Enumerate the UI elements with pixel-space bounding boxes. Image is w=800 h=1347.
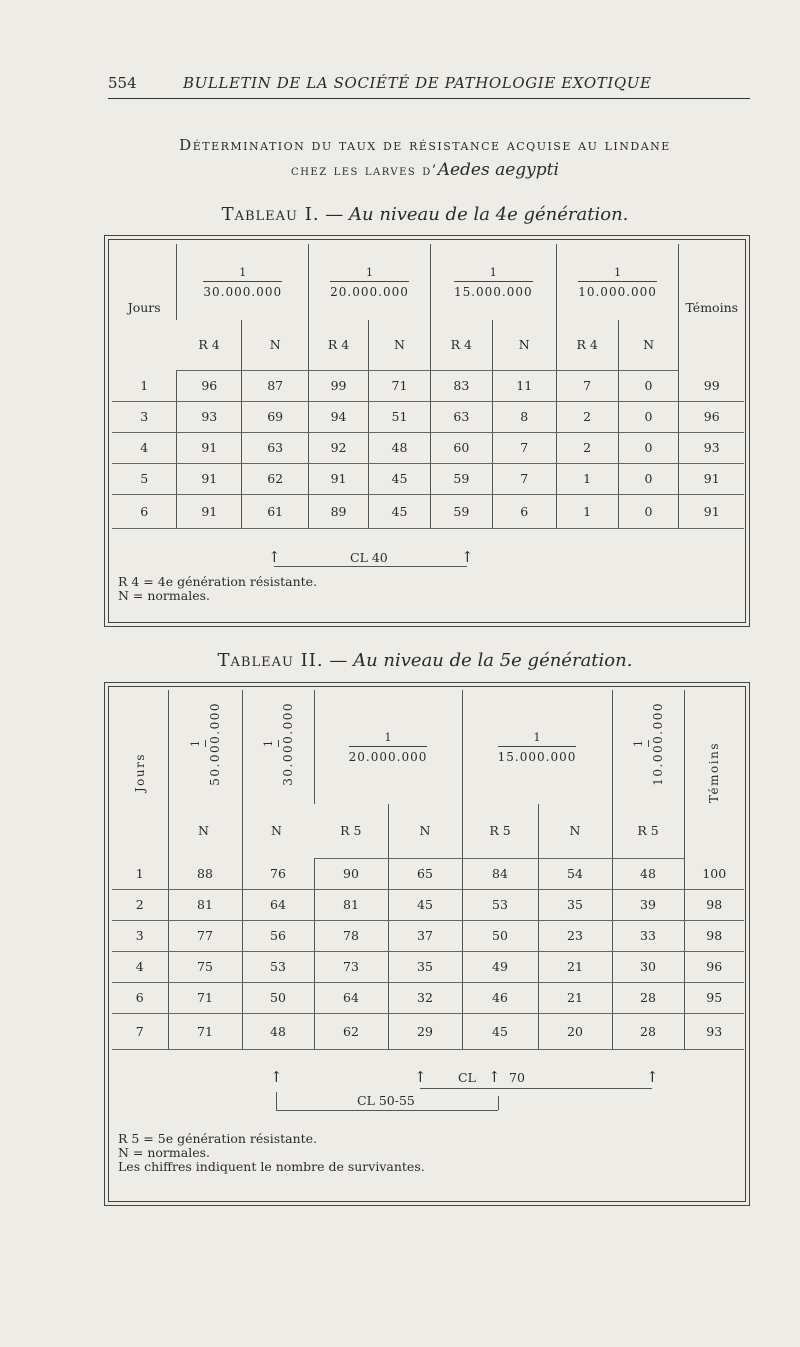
dilution-den: 30.000.000 xyxy=(203,284,283,299)
cell: 91 xyxy=(679,463,744,494)
table1-subheader: N xyxy=(369,320,431,370)
cell: 93 xyxy=(177,401,242,432)
table2-subheader: N xyxy=(271,823,282,838)
cell: 0 xyxy=(618,463,679,494)
cell: 4 xyxy=(112,951,168,982)
dilution-den: 10.000.000 xyxy=(650,702,665,786)
table-row xyxy=(112,982,744,1013)
legend-line: R 5 = 5e génération résistante. xyxy=(118,1131,318,1146)
cell: 1 xyxy=(556,494,618,528)
cell: 46 xyxy=(462,982,538,1013)
table2-dilution-header xyxy=(612,690,684,804)
cell: 1 xyxy=(112,370,177,401)
table1-dilution-header xyxy=(177,244,309,320)
dilution-num: 1 xyxy=(498,731,577,747)
cell: 45 xyxy=(369,494,431,528)
table-row xyxy=(112,370,744,401)
cell: 54 xyxy=(538,858,612,889)
cell: 87 xyxy=(242,370,309,401)
table2-dilution-header xyxy=(462,690,612,804)
cell: 91 xyxy=(177,432,242,463)
cell: 91 xyxy=(177,463,242,494)
cell: 81 xyxy=(314,889,388,920)
cell: 71 xyxy=(168,982,242,1013)
cell: 95 xyxy=(684,982,744,1013)
cell: 100 xyxy=(684,858,744,889)
dilution-num: 1 xyxy=(578,266,657,282)
cell: 35 xyxy=(388,951,462,982)
table2-subheader: N xyxy=(538,804,612,858)
dilution-den: 10.000.000 xyxy=(578,284,657,299)
dilution-den: 20.000.000 xyxy=(330,284,409,299)
article-title-line1: Détermination du taux de résistance acquise au lindane xyxy=(179,136,671,154)
table-row xyxy=(112,1013,744,1049)
table1-dilution-header xyxy=(556,244,679,320)
dilution-num: 1 xyxy=(262,740,279,747)
cl50-bracket-line xyxy=(276,1110,498,1111)
cell: 45 xyxy=(462,1013,538,1049)
arrow-up-icon: ↑ xyxy=(461,548,474,566)
table2 xyxy=(112,690,744,1050)
table-row xyxy=(112,432,744,463)
table1-subheader: N xyxy=(618,320,679,370)
cell: 89 xyxy=(309,494,369,528)
cell: 62 xyxy=(242,463,309,494)
dilution-num: 1 xyxy=(189,740,206,747)
cell: 2 xyxy=(556,401,618,432)
cell: 83 xyxy=(430,370,492,401)
table1-legend xyxy=(118,575,317,603)
cl50-bracket-right xyxy=(498,1096,499,1110)
cell: 35 xyxy=(538,889,612,920)
species-name: Aedes aegypti xyxy=(437,160,559,180)
cell: 6 xyxy=(112,982,168,1013)
title-prefix: chez les larves d’ xyxy=(291,163,438,179)
table2-cl50-label: CL 50-55 xyxy=(357,1093,415,1108)
cell: 45 xyxy=(369,463,431,494)
cell: 7 xyxy=(492,463,556,494)
dilution-num: 1 xyxy=(632,740,649,747)
jours-label: Jours xyxy=(132,752,147,793)
table1 xyxy=(112,244,744,529)
cell: 94 xyxy=(309,401,369,432)
cell: 93 xyxy=(684,1013,744,1049)
table2-dilution-header xyxy=(314,690,462,804)
cell: 91 xyxy=(309,463,369,494)
cell: 21 xyxy=(538,982,612,1013)
cell: 21 xyxy=(538,951,612,982)
cell: 50 xyxy=(242,982,314,1013)
dilution-den: 50.000.000 xyxy=(207,702,222,786)
dilution-den: 30.000.000 xyxy=(280,702,295,786)
cell: 51 xyxy=(369,401,431,432)
cell: 0 xyxy=(618,401,679,432)
cell: 60 xyxy=(430,432,492,463)
cell: 30 xyxy=(612,951,684,982)
table1-subheader: R 4 xyxy=(430,320,492,370)
cell: 69 xyxy=(242,401,309,432)
cell: 78 xyxy=(314,920,388,951)
table1-header-jours: Jours xyxy=(127,299,161,315)
cell: 84 xyxy=(462,858,538,889)
dilution-den: 20.000.000 xyxy=(348,749,428,764)
table1-caption-text: Au niveau de la 4e génération. xyxy=(349,204,629,225)
table2-header-jours xyxy=(112,690,168,858)
cell: 96 xyxy=(679,401,744,432)
table1-subheader: N xyxy=(492,320,556,370)
cell: 90 xyxy=(314,858,388,889)
cell: 65 xyxy=(388,858,462,889)
cell: 39 xyxy=(612,889,684,920)
dilution-num: 1 xyxy=(203,266,282,282)
cell: 71 xyxy=(369,370,431,401)
running-header xyxy=(108,70,750,99)
cell: 77 xyxy=(168,920,242,951)
cell: 3 xyxy=(112,920,168,951)
cell: 6 xyxy=(112,494,177,528)
cell: 59 xyxy=(430,494,492,528)
table2-dash: — xyxy=(329,650,348,671)
cell: 63 xyxy=(242,432,309,463)
table1-header-temoins: Témoins xyxy=(679,244,744,370)
cell: 7 xyxy=(492,432,556,463)
table1-dilution-header xyxy=(309,244,431,320)
legend-line: N = normales. xyxy=(118,1145,210,1160)
table-row xyxy=(112,463,744,494)
cell: 8 xyxy=(492,401,556,432)
cell: 71 xyxy=(168,1013,242,1049)
table-row xyxy=(112,889,744,920)
cell: 28 xyxy=(612,982,684,1013)
cell: 20 xyxy=(538,1013,612,1049)
cell: 49 xyxy=(462,951,538,982)
table1-subheader: R 4 xyxy=(177,320,242,370)
dilution-num: 1 xyxy=(330,266,409,282)
table2-subheader: N xyxy=(388,804,462,858)
table2-subheader: R 5 xyxy=(612,804,684,858)
cell: 29 xyxy=(388,1013,462,1049)
table-row xyxy=(112,858,744,889)
table2-legend xyxy=(118,1132,425,1174)
cell: 7 xyxy=(112,1013,168,1049)
cell: 64 xyxy=(242,889,314,920)
temoins-label: Témoins xyxy=(707,741,722,803)
table1-cl-label: CL 40 xyxy=(350,550,388,565)
cell: 1 xyxy=(112,858,168,889)
table-row xyxy=(112,920,744,951)
cell: 50 xyxy=(462,920,538,951)
page-number: 554 xyxy=(108,74,137,92)
cl50-bracket-left xyxy=(276,1092,277,1110)
table-row xyxy=(112,951,744,982)
cell: 63 xyxy=(430,401,492,432)
cell: 48 xyxy=(369,432,431,463)
dilution-den: 15.000.000 xyxy=(497,749,577,764)
arrow-up-icon: ↑ xyxy=(268,548,281,566)
table2-subheader: R 5 xyxy=(462,804,538,858)
cell: 45 xyxy=(388,889,462,920)
cell: 96 xyxy=(177,370,242,401)
table2-cl-label: CL xyxy=(458,1070,476,1085)
table1-dash: — xyxy=(325,204,344,225)
cell: 6 xyxy=(492,494,556,528)
cell: 59 xyxy=(430,463,492,494)
cell: 0 xyxy=(618,370,679,401)
table2-header-temoins xyxy=(684,690,744,858)
cell: 56 xyxy=(242,920,314,951)
arrow-up-icon: ↑ xyxy=(646,1068,659,1086)
arrow-up-icon: ↑ xyxy=(270,1068,283,1086)
table2-subheader: N xyxy=(198,823,209,838)
cell: 48 xyxy=(612,858,684,889)
cell: 91 xyxy=(679,494,744,528)
cell: 75 xyxy=(168,951,242,982)
table1-caption xyxy=(100,204,750,225)
legend-line: Les chiffres indiquent le nombre de survivantes. xyxy=(118,1159,425,1174)
cell: 73 xyxy=(314,951,388,982)
cell: 99 xyxy=(309,370,369,401)
cell: 62 xyxy=(314,1013,388,1049)
cell: 99 xyxy=(679,370,744,401)
article-title-line2 xyxy=(100,160,750,180)
table2-label: Tableau II. xyxy=(217,650,324,671)
cell: 33 xyxy=(612,920,684,951)
cell: 48 xyxy=(242,1013,314,1049)
cell: 1 xyxy=(556,463,618,494)
table2-caption xyxy=(100,650,750,671)
cell: 53 xyxy=(462,889,538,920)
table1-subheader: N xyxy=(242,320,309,370)
cell: 93 xyxy=(679,432,744,463)
cell: 88 xyxy=(168,858,242,889)
cell: 28 xyxy=(612,1013,684,1049)
cell: 98 xyxy=(684,889,744,920)
cell: 37 xyxy=(388,920,462,951)
cell: 11 xyxy=(492,370,556,401)
table-row xyxy=(112,401,744,432)
cell: 23 xyxy=(538,920,612,951)
dilution-num: 1 xyxy=(349,731,428,747)
legend-line: N = normales. xyxy=(118,588,210,603)
arrow-up-icon: ↑ xyxy=(488,1068,501,1086)
cell: 5 xyxy=(112,463,177,494)
table1-label: Tableau I. xyxy=(221,204,320,225)
cell: 92 xyxy=(309,432,369,463)
cell: 2 xyxy=(112,889,168,920)
cl70-bracket-line xyxy=(420,1088,652,1089)
cell: 32 xyxy=(388,982,462,1013)
table2-subheader: R 5 xyxy=(314,804,388,858)
table1-subheader: R 4 xyxy=(556,320,618,370)
cell: 91 xyxy=(177,494,242,528)
dilution-num: 1 xyxy=(454,266,533,282)
table-row xyxy=(112,494,744,528)
cell: 53 xyxy=(242,951,314,982)
cell: 98 xyxy=(684,920,744,951)
cl-bracket-line xyxy=(274,566,467,567)
cell: 76 xyxy=(242,858,314,889)
journal-title: BULLETIN DE LA SOCIÉTÉ DE PATHOLOGIE EXOTIQUE xyxy=(183,74,652,92)
cell: 61 xyxy=(242,494,309,528)
cell: 7 xyxy=(556,370,618,401)
cell: 96 xyxy=(684,951,744,982)
table1-subheader: R 4 xyxy=(309,320,369,370)
table2-cl70-value: 70 xyxy=(509,1070,525,1085)
arrow-up-icon: ↑ xyxy=(414,1068,427,1086)
cell: 4 xyxy=(112,432,177,463)
legend-line: R 4 = 4e génération résistante. xyxy=(118,574,318,589)
dilution-den: 15.000.000 xyxy=(453,284,533,299)
cell: 81 xyxy=(168,889,242,920)
cell: 0 xyxy=(618,432,679,463)
table1-dilution-header xyxy=(430,244,556,320)
cell: 2 xyxy=(556,432,618,463)
cell: 64 xyxy=(314,982,388,1013)
table2-caption-text: Au niveau de la 5e génération. xyxy=(353,650,633,671)
cell: 3 xyxy=(112,401,177,432)
cell: 0 xyxy=(618,494,679,528)
